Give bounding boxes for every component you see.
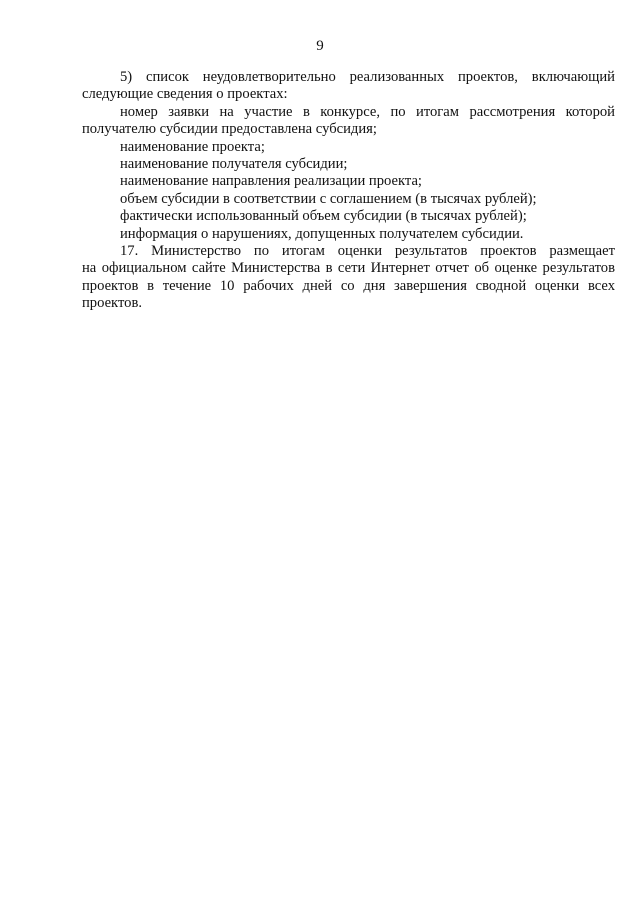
- field-subsidy-amount: объем субсидии в соответствии с соглашением (в тысячах рублей);: [120, 190, 537, 207]
- page-number: 9: [316, 38, 324, 54]
- field-used-amount: фактически использованный объем субсидии (в тысячах рублей);: [120, 208, 527, 225]
- field-direction-name: наименование направления реализации проекта;: [120, 173, 422, 190]
- clause17-line2: на официальном сайте Министерства в сети Интернет отчет об оценке результатов: [82, 260, 615, 277]
- field-recipient-name: наименование получателя субсидии;: [120, 156, 348, 173]
- item5-line1: 5) список неудовлетворительно реализованных проектов, включающий: [120, 69, 615, 85]
- clause17-line1: 17. Министерство по итогам оценки результатов проектов размещает: [120, 243, 615, 260]
- field-violations: информация о нарушениях, допущенных получателем субсидии.: [120, 225, 524, 242]
- clause17-line3: проектов в течение 10 рабочих дней со дня завершения сводной оценки всех: [82, 277, 615, 294]
- clause17-line4: проектов.: [82, 295, 142, 312]
- field-application-line1: номер заявки на участие в конкурсе, по итогам рассмотрения которой: [120, 103, 615, 120]
- field-application-line2: получателю субсидии предоставлена субсидия;: [82, 121, 377, 138]
- document-body: [82, 69, 615, 313]
- field-project-name: наименование проекта;: [120, 138, 265, 155]
- item5-line2: следующие сведения о проектах:: [82, 86, 288, 103]
